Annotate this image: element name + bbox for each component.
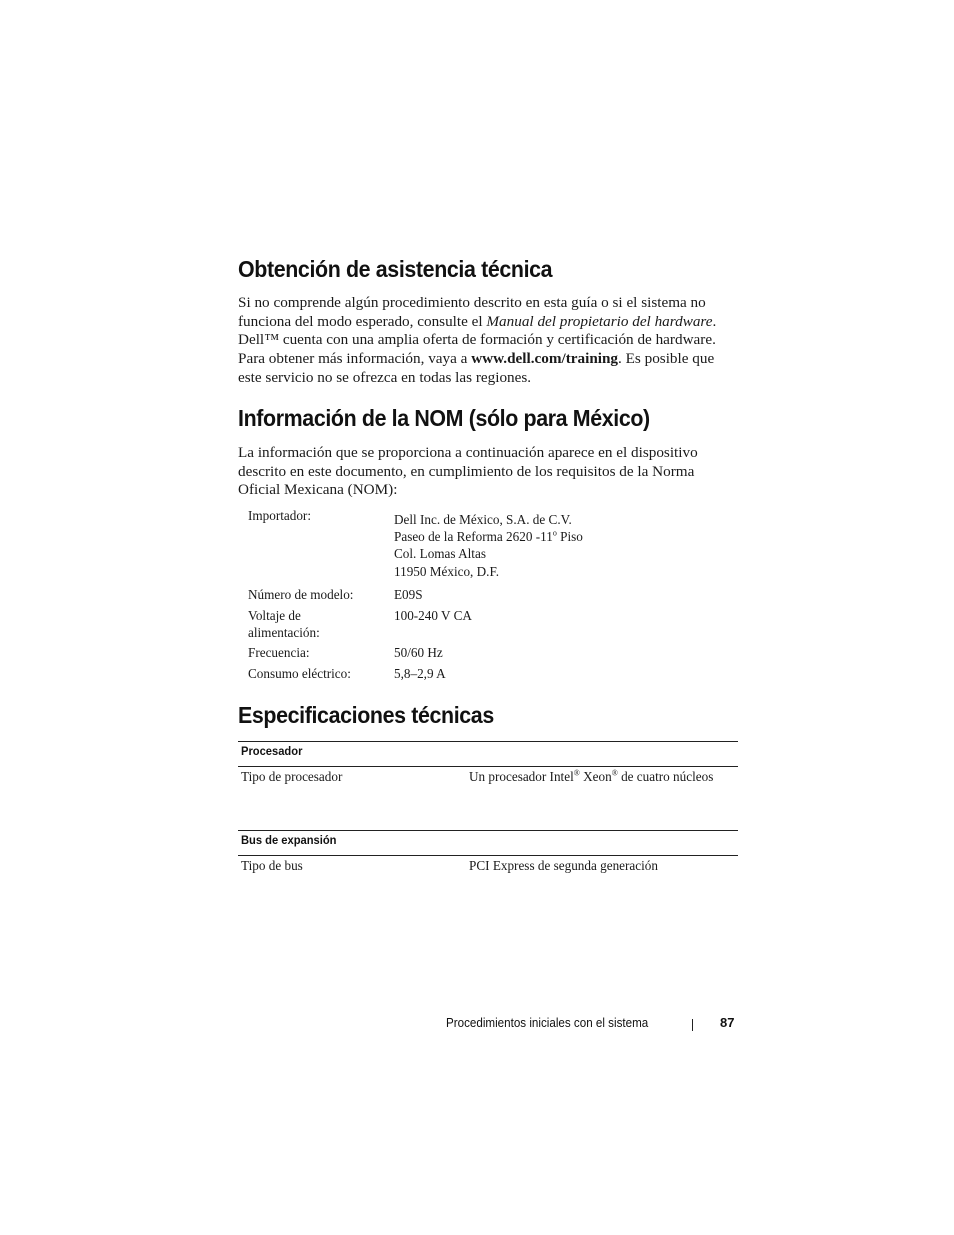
power-label: Consumo eléctrico:	[248, 666, 351, 681]
importer-line-4: 11950 México, D.F.	[394, 563, 500, 579]
voltage-value: 100-240 V CA	[394, 608, 472, 623]
footer-separator	[692, 1019, 693, 1031]
bus-header: Bus de expansión	[241, 833, 337, 847]
processor-header: Procesador	[241, 744, 303, 758]
voltage-label: Voltaje de alimentación:	[248, 608, 320, 641]
table-rule	[238, 741, 738, 742]
importer-line-2: Paseo de la Reforma 2620 -11$^o$ Piso	[394, 528, 583, 545]
importer-address	[394, 511, 724, 580]
heading-nom: Información de la NOM (sólo para México)	[238, 405, 650, 431]
model-value: E09S	[394, 587, 423, 602]
support-paragraph	[238, 294, 738, 388]
support-text-1: Si no comprende algún procedimiento descrito en esta guía o si el sistema no funciona del modo esperado, consulte el	[238, 294, 706, 330]
importer-label: Importador:	[248, 508, 311, 523]
table-rule	[238, 830, 738, 831]
importer-line-3: Col. Lomas Altas	[394, 546, 486, 562]
processor-type-value: Un procesador Intel® Xeon® de cuatro núcleos	[469, 768, 714, 784]
bus-type-value: PCI Express de segunda generación	[469, 858, 658, 873]
table-rule	[238, 766, 738, 767]
support-text-2: . Dell™ cuenta con una amplia oferta de formación y certificación de hardware. Para obtener más información, vaya a	[238, 312, 717, 368]
importer-line-1: Dell Inc. de México, S.A. de C.V.	[394, 512, 572, 527]
training-link[interactable]: www.dell.com/training	[471, 350, 619, 368]
bus-type-label: Tipo de bus	[241, 858, 303, 873]
page-number: 87	[720, 1015, 735, 1030]
footer-chapter: Procedimientos iniciales con el sistema	[446, 1016, 649, 1030]
heading-specs: Especificaciones técnicas	[238, 702, 494, 728]
processor-type-label: Tipo de procesador	[241, 769, 343, 784]
frequency-value: 50/60 Hz	[394, 645, 443, 660]
nom-intro: La información que se proporciona a continuación aparece en el dispositivo descrito en este documento, en cumplimiento de los requisitos de la Norma Oficial Mexicana (NOM):	[238, 444, 698, 499]
frequency-label: Frecuencia:	[248, 645, 310, 660]
model-label: Número de modelo:	[248, 587, 354, 602]
heading-support: Obtención de asistencia técnica	[238, 256, 553, 282]
table-rule	[238, 855, 738, 856]
manual-title: Manual del propietario del hardware	[486, 312, 713, 330]
power-value: 5,8–2,9 A	[394, 666, 446, 681]
support-text-3: . Es posible que este servicio no se ofrezca en todas las regiones.	[238, 350, 715, 386]
